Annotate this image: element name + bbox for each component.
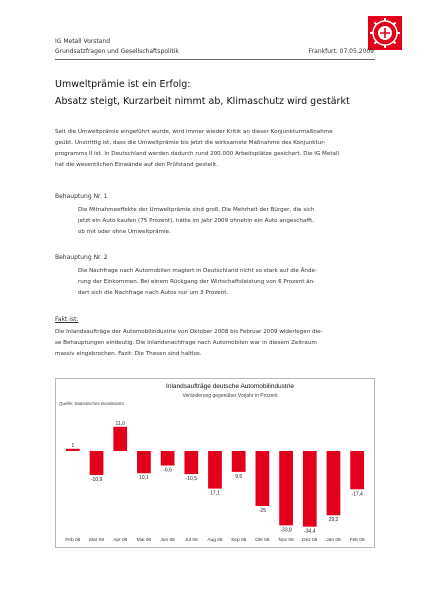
fakt-heading: Fakt ist: xyxy=(55,316,79,323)
chart-bar xyxy=(113,427,127,451)
behauptung1-line: Die Mitnahmeeffekte der Umweltprämie sind groß. Die Mehrheit der Bürger, die sich xyxy=(78,207,315,213)
ig-metall-logo xyxy=(368,16,402,50)
behauptung2-line: dert sich die Nachfrage nach Autos nur um 3 Prozent. xyxy=(78,290,229,296)
page-title: Umweltprämie ist ein Erfolg: xyxy=(55,79,191,90)
chart-value-label: 1 xyxy=(71,442,75,449)
chart-source: Quelle: Statistisches Bundesamt xyxy=(59,401,124,406)
chart-x-tick-label: Jan 09 xyxy=(326,538,341,543)
fakt-line: se Behauptungen eindeutig. Die Inlandsnachfrage nach Automobilen war in diesem Zeitraum xyxy=(55,340,317,346)
chart-bar xyxy=(161,451,175,466)
chart-title: Inlandsaufträge deutsche Automobilindustrie xyxy=(166,383,294,390)
chart-bar xyxy=(137,451,151,473)
chart-bar xyxy=(184,451,198,474)
chart-bar xyxy=(90,451,104,475)
chart-value-label: -33,8 xyxy=(280,527,292,534)
chart-bar xyxy=(303,451,317,527)
chart-bar xyxy=(256,451,270,506)
chart-bar xyxy=(232,451,246,472)
chart-bar xyxy=(208,451,222,489)
chart-value-label: -10,9 xyxy=(90,476,103,483)
chart-bar xyxy=(350,451,364,489)
chart-x-tick-label: Feb 08 xyxy=(65,538,81,543)
intro-line: hat die wesentlichen Einwände auf den Prüfstand gestellt. xyxy=(55,162,218,168)
orders-chart xyxy=(55,378,375,548)
chart-bar xyxy=(66,449,80,451)
chart-subtitle: Veränderung gegenüber Vorjahr in Prozent xyxy=(182,393,278,399)
header-department: Grundsatzfragen und Gesellschaftspolitik xyxy=(55,48,179,55)
chart-x-tick-label: Sep 08 xyxy=(231,538,247,543)
chart-x-tick-label: Okt 08 xyxy=(255,538,270,543)
header-place-date: Frankfurt, 07.05.2009 xyxy=(308,48,374,55)
intro-line: programms II ist. In Deutschland werden dadurch rund 200.000 Arbeitsplätze gesichert. Die IG Metall xyxy=(55,151,340,157)
header-divider xyxy=(55,59,375,60)
intro-line: Seit die Umweltprämie eingeführt wurde, wird immer wieder Kritik an dieser Konjunkturmaßnahme xyxy=(55,129,333,135)
chart-x-tick-label: Jul 08 xyxy=(184,538,198,543)
chart-value-label: -17,4 xyxy=(351,491,363,498)
chart-value-label: -25 xyxy=(258,508,266,514)
chart-value-label: -6,6 xyxy=(163,467,172,474)
chart-bar xyxy=(279,451,293,525)
chart-value-label: 17,1 xyxy=(210,490,220,497)
chart-x-tick-label: Jun 08 xyxy=(160,538,175,543)
fakt-line: massiv eingebrochen. Fazit: Die Thesen sind haltlos. xyxy=(55,351,202,357)
chart-value-label: 11,0 xyxy=(115,420,125,427)
header-org: IG Metall Vorstand xyxy=(55,38,111,45)
chart-value-label: 9,5 xyxy=(235,473,243,480)
chart-x-tick-label: Aug 08 xyxy=(207,538,223,543)
behauptung2-text xyxy=(78,266,368,299)
intro-line: geübt. Unstrittig ist, dass die Umweltprämie bis jetzt die wirksamste Maßnahme des Konjunktur- xyxy=(55,140,326,146)
page-subtitle: Absatz steigt, Kurzarbeit nimmt ab, Klimaschutz wird gestärkt xyxy=(55,96,350,107)
chart-x-tick-label: Dez 08 xyxy=(302,538,318,543)
chart-value-label: 10,1 xyxy=(139,475,149,482)
intro-paragraph xyxy=(55,127,373,171)
chart-x-tick-label: Apr 08 xyxy=(113,538,128,543)
chart-x-tick-label: Mar 08 xyxy=(89,538,105,543)
chart-x-tick-label: Mai 08 xyxy=(136,538,152,543)
chart-value-label: -10,5 xyxy=(185,476,198,483)
behauptung1-line: jetzt ein Auto kaufen (75 Prozent), hätte im Jahr 2009 ohnehin ein Auto angeschafft, xyxy=(78,218,315,224)
fakt-text xyxy=(55,327,373,360)
chart-x-tick-label: Nov 08 xyxy=(278,538,294,543)
behauptung2-line: Die Nachfrage nach Automobilen maglert in Deutschland nicht so stark auf die Ände- xyxy=(78,268,317,274)
behauptung2-heading: Behauptung Nr. 2 xyxy=(55,254,108,261)
chart-x-tick-label: Feb 09 xyxy=(349,538,365,543)
chart-bar xyxy=(327,451,341,515)
chart-value-label: -34,4 xyxy=(304,528,316,535)
chart-value-label: 29,2 xyxy=(328,517,339,524)
orders-chart-svg xyxy=(55,378,375,548)
behauptung1-line: ob mit oder ohne Umweltprämie. xyxy=(78,229,171,235)
behauptung2-line: rung der Einkommen. Bei einem Rückgang der Wirtschaftsleistung von 6 Prozent än- xyxy=(78,279,316,285)
behauptung1-text xyxy=(78,205,368,238)
behauptung1-heading: Behauptung Nr. 1 xyxy=(55,193,108,200)
fakt-line: Die Inlandsaufträge der Automobilindustrie von Oktober 2008 bis Februar 2009 widerlegen die- xyxy=(55,329,323,335)
